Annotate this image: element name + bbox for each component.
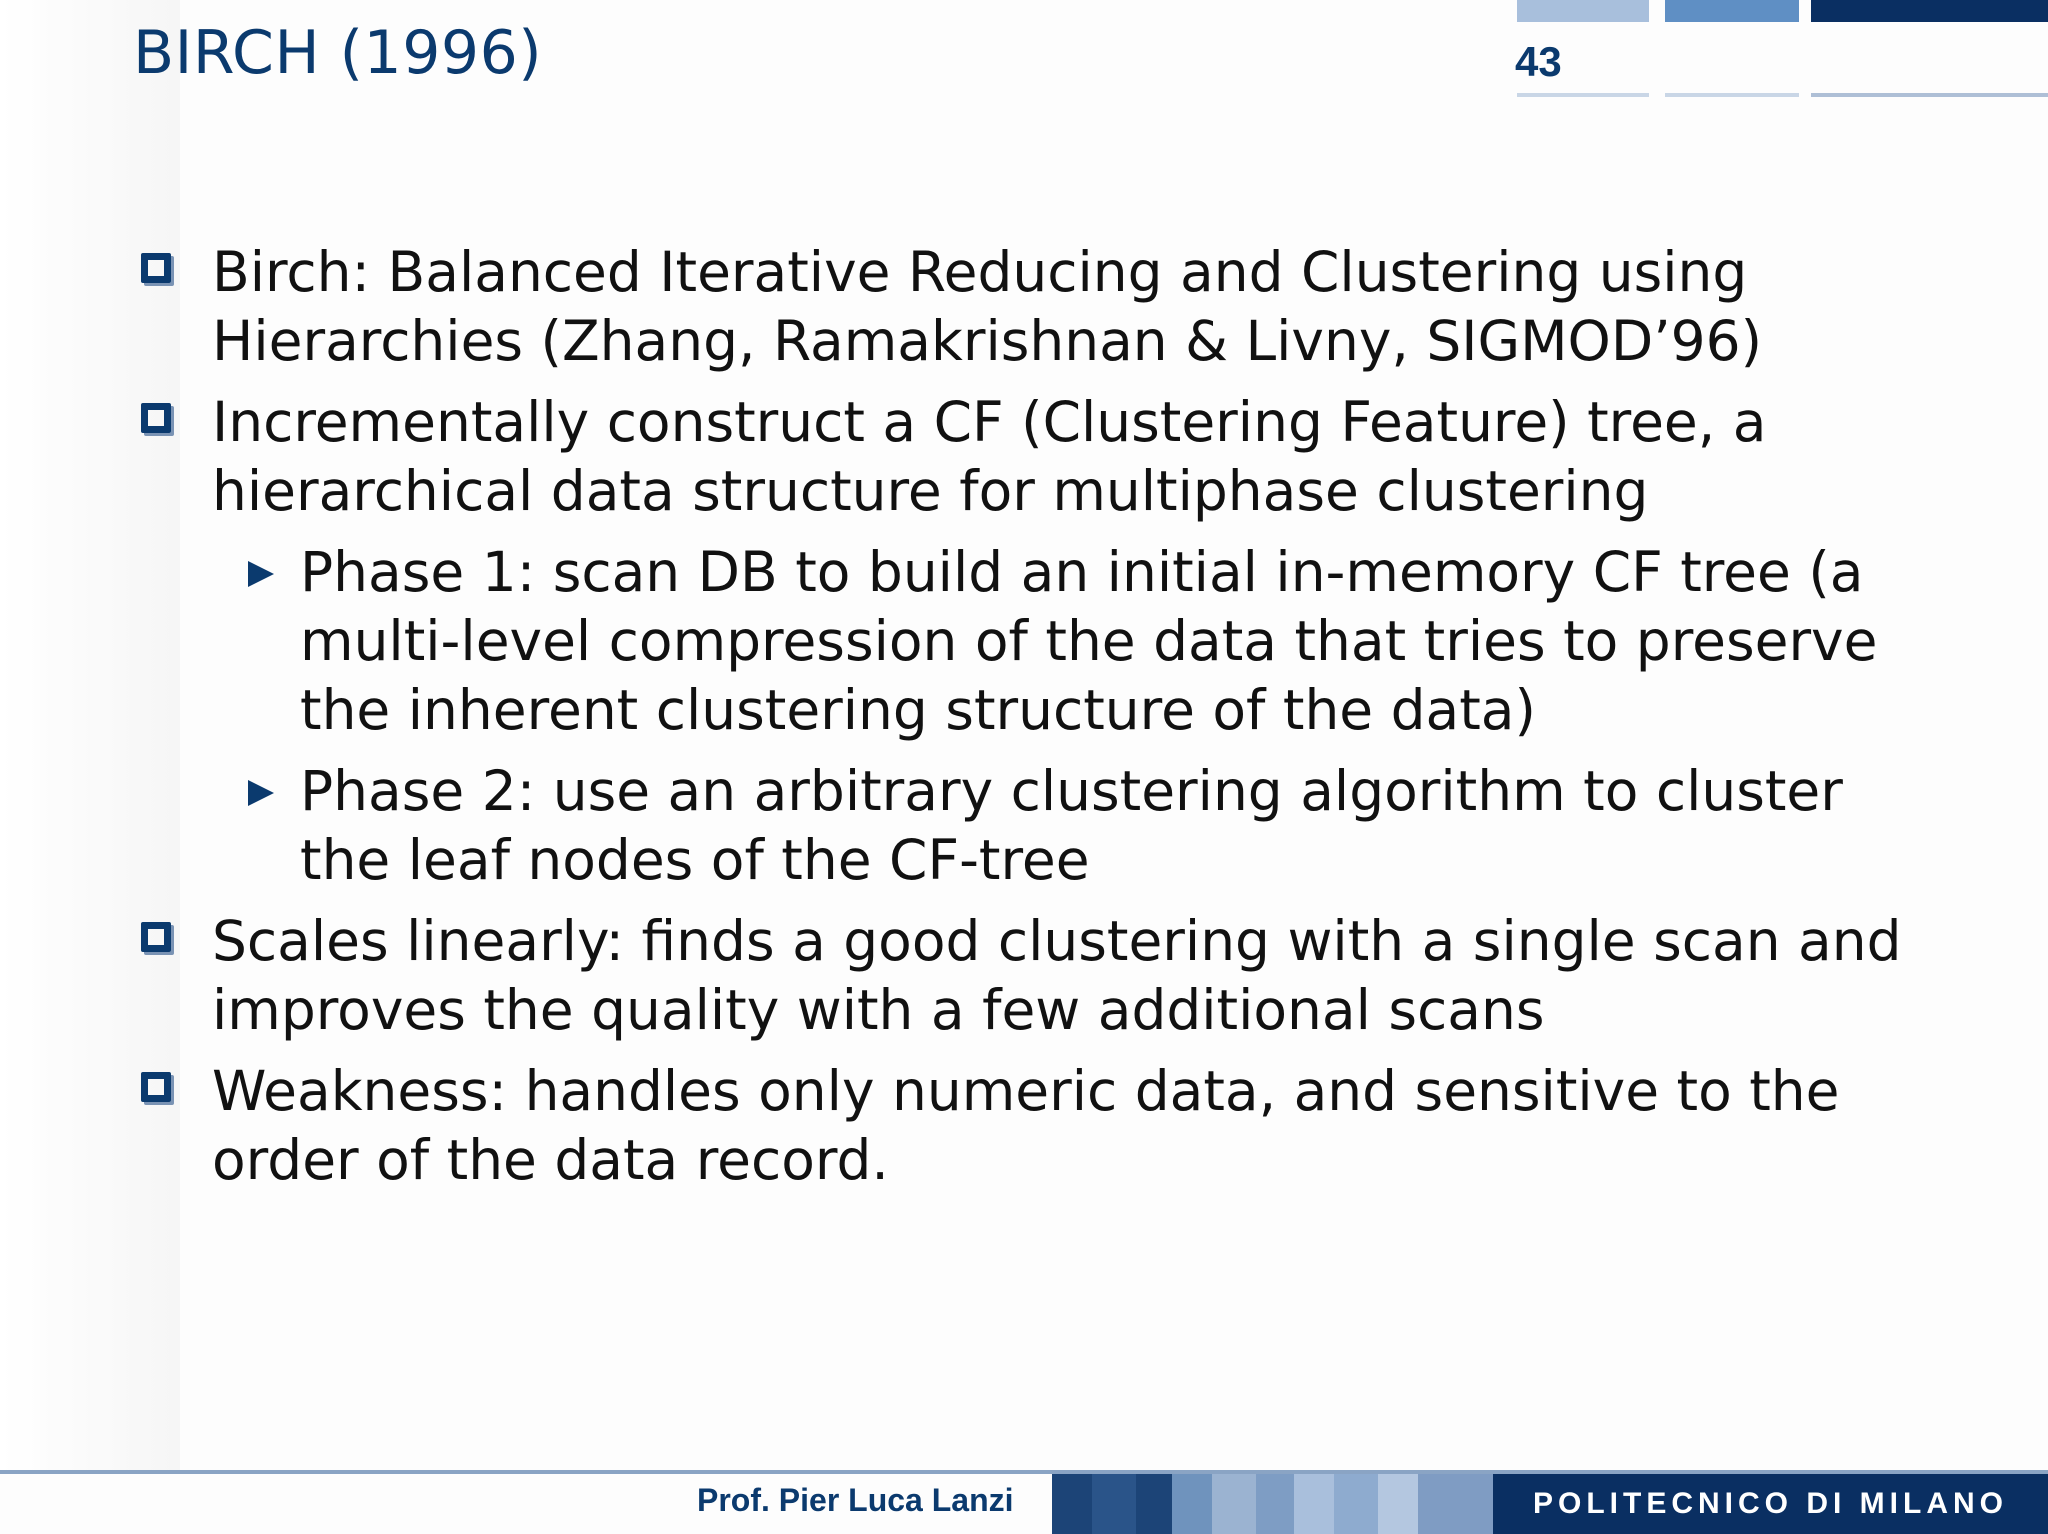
footer-band-segment <box>1172 1474 1212 1534</box>
header-decor-block-dark <box>1811 0 2048 22</box>
bullet-line: Phase 1: scan DB to build an initial in-memory CF tree (a <box>300 540 1864 604</box>
bullet-line: Weakness: handles only numeric data, and sensitive to the <box>212 1059 1840 1123</box>
header-decor-line <box>1517 93 1649 97</box>
bullet-line: multi-level compression of the data that tries to preserve <box>300 609 1878 673</box>
header-decor-block-mid <box>1665 0 1799 22</box>
slide-body <box>0 238 2048 1207</box>
bullet-line: Incrementally construct a CF (Clustering Feature) tree, a <box>212 390 1767 454</box>
footer-band-segment <box>1418 1474 1494 1534</box>
footer-band-segment <box>1136 1474 1172 1534</box>
sub-bullet-item <box>0 538 2048 745</box>
bullet-item <box>0 238 2048 376</box>
sub-bullet-item <box>0 757 2048 895</box>
footer-author: Prof. Pier Luca Lanzi <box>697 1482 1014 1518</box>
footer-band-segment <box>1212 1474 1256 1534</box>
footer-band-segment <box>1256 1474 1294 1534</box>
slide-title: BIRCH (1996) <box>133 18 543 88</box>
bullet-line: Birch: Balanced Iterative Reducing and Clustering using <box>212 240 1748 304</box>
checkbox-bullet-icon <box>141 253 171 283</box>
bullet-line: hierarchical data structure for multiphase clustering <box>212 459 1649 523</box>
bullet-item <box>0 388 2048 526</box>
bullet-line: Phase 2: use an arbitrary clustering algorithm to cluster <box>300 759 1843 823</box>
footer-band-segment <box>1334 1474 1378 1534</box>
checkbox-bullet-icon <box>141 1072 171 1102</box>
footer-band-segment <box>1378 1474 1418 1534</box>
footer-institution: POLITECNICO DI MILANO <box>1533 1487 2008 1520</box>
bullet-line: Scales linearly: finds a good clustering with a single scan and <box>212 909 1902 973</box>
triangle-bullet-icon <box>248 780 274 806</box>
bullet-line: order of the data record. <box>212 1128 889 1192</box>
header-decor-line <box>1665 93 1799 97</box>
bullet-item <box>0 907 2048 1045</box>
footer-band-segment <box>1052 1474 1092 1534</box>
bullet-line: the leaf nodes of the CF-tree <box>300 828 1090 892</box>
footer-band-segment <box>1294 1474 1334 1534</box>
footer-band-segment <box>1092 1474 1136 1534</box>
bullet-line: the inherent clustering structure of the data) <box>300 678 1536 742</box>
slide-number: 43 <box>1515 38 1562 85</box>
checkbox-bullet-icon <box>141 403 171 433</box>
triangle-bullet-icon <box>248 561 274 587</box>
header-decor-line <box>1811 93 2048 97</box>
header-decor-block-light <box>1517 0 1649 22</box>
footer-institution-banner <box>1493 1474 2048 1534</box>
checkbox-bullet-icon <box>141 922 171 952</box>
bullet-item <box>0 1057 2048 1195</box>
bullet-line: improves the quality with a few additional scans <box>212 978 1545 1042</box>
bullet-line: Hierarchies (Zhang, Ramakrishnan & Livny, SIGMOD’96) <box>212 309 1763 373</box>
